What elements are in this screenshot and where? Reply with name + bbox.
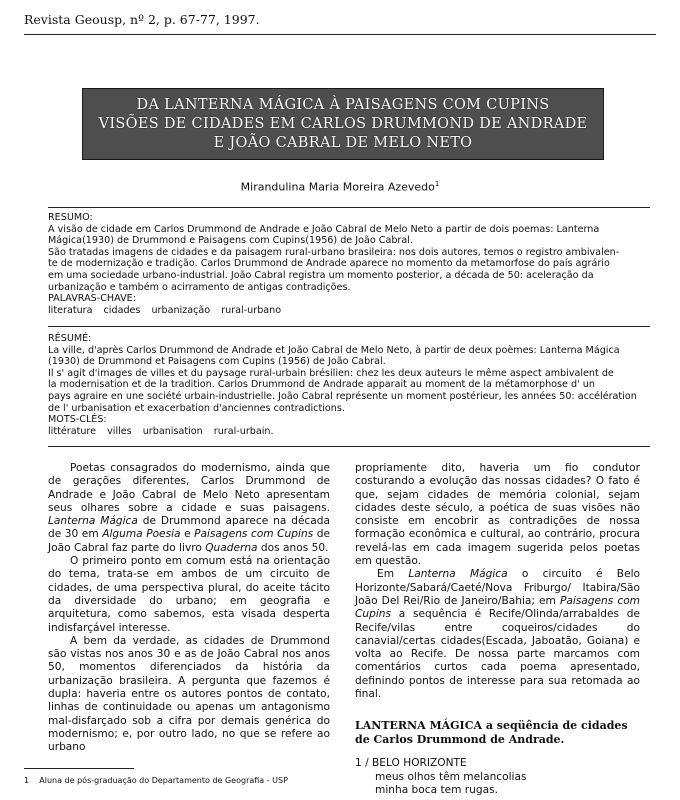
body-right-column (355, 462, 640, 797)
footnote (24, 776, 288, 785)
title-banner (82, 88, 604, 160)
resume-line: pays agraire en une société urbain-industrielle. João Cabral représente un moment postérieur, les années 50: accélération (48, 390, 637, 402)
body-paragraph: Em Lanterna Mágica o circuito é Belo Horizonte/Sabará/Caeté/Nova Friburgo/ Itabira/São João Del Rei/Rio de Janeiro/Bahia; em Paisagens com Cupins a sequência é Recife/Olinda/arrabaldes de Recife/vilas entre coqueiros/cidades do canavial/certas cidades(Escada, Jaboatão, Goiana) e volta ao Recife. De nossa parte marcamos com comentários curtos cada poema apresentado, definindo pontos de interesse para sua retomada ao final. (355, 568, 641, 701)
author-name: Mirandulina Maria Moreira Azevedo (240, 180, 435, 194)
footnote-text: Aluna de pós-graduação do Departamento de Geografia - USP (39, 776, 288, 785)
footnote-rule (24, 768, 134, 769)
title-line-2: VISÕES DE CIDADES EM CARLOS DRUMMOND DE ANDRADE (98, 115, 588, 132)
footnote-number: 1 (24, 776, 30, 785)
abstract-middle-rule (48, 326, 650, 327)
header-rule (24, 34, 656, 35)
body-paragraph: O primeiro ponto em comum está na orientação do tema, trata-se em ambos de um circuito de cidades, de uma perspectiva plural, do aceite tácito da diversidade do urbano; em geografia e arquitetura, como sabemos, esta visada desperta indisfarçável interesse. (48, 555, 330, 634)
author-line (0, 180, 680, 194)
resume-heading: RÉSUMÉ: (48, 333, 92, 344)
resume-line: (1930) de Drummond et Paisagens com Cupins (1956) de João Cabral. (48, 356, 386, 368)
resumo-line: te de modernização e tradição. Carlos Drummond de Andrade aparece no momento da metamorfose do país agrário (48, 258, 610, 270)
title-line-1: DA LANTERNA MÁGICA À PAISAGENS COM CUPINS (136, 96, 550, 113)
resume-line: de l' urbanisation et exacerbation d'anciennes contradictions. (48, 402, 345, 414)
resumo-block (48, 212, 650, 316)
resumo-line: urbanização e também o acirramento de antigas contradições. (48, 281, 351, 293)
author-note-mark: 1 (434, 180, 440, 188)
resumo-heading: RESUMO: (48, 212, 93, 223)
body-paragraph: Poetas consagrados do modernismo, ainda que de gerações diferentes, Carlos Drummond de Andrade e João Cabral de Melo Neto apresentam seus olhares sobre a cidade e suas paisagens. Lanterna Mágica de Drummond aparece na década de 30 em Alguma Poesia e Paisagens com Cupins de João Cabral faz parte do livro Quaderna dos anos 50. (48, 462, 331, 554)
abstract-top-rule (48, 207, 650, 208)
resumo-line: em uma sociedade urbano-industrial. João Cabral registra um momento posterior, a década de 50: aceleração da (48, 269, 594, 281)
poem-line: meus olhos têm melancolias (375, 770, 527, 783)
body-left-column (48, 462, 330, 755)
keywords-heading: PALAVRAS-CHAVE: (48, 293, 136, 305)
resume-line: La ville, d'après Carlos Drummond de Andrade et João Cabral de Melo Neto, à partir de deux poèmes: Lanterna Mágica (48, 344, 620, 356)
journal-citation: Revista Geousp, nº 2, p. 67-77, 1997. (24, 12, 260, 27)
resume-block (48, 333, 650, 437)
mots-cles-list: littérature villes urbanisation rural-urbain. (48, 425, 274, 437)
section-heading: LANTERNA MÁGICA a seqüência de cidades de Carlos Drummond de Andrade. (355, 719, 628, 747)
resumo-line: São tratadas imagens de cidades e da paisagem rural-urbano brasileira: nos dois autores, temos o registro ambivalen- (48, 246, 620, 258)
body-paragraph: A bem da verdade, as cidades de Drummond são vistas nos anos 30 e as de João Cabral nos anos 50, momentos diferenciados da história da urbanização brasileira. A pergunta que fazemos é dupla: haveria entre os autores pontos de contato, linhas de continuidade ou apenas um antagonismo mal-disfarçado sob a cifra por demais genérica do modernismo; e, por outro lado, no que se refere ao urbano (48, 634, 330, 754)
resumo-line: Mágica(1930) de Drummond e Paisagens com Cupins(1956) de João Cabral. (48, 235, 413, 247)
resume-line: la modernisation et de la tradition. Carlos Drummond de Andrade apparait au moment de la métamorphose d' un (48, 379, 595, 391)
body-paragraph: propriamente dito, haveria um fio condutor costurando a evolução das nossas cidades? O fato é que, sejam cidades de memória colonial, sejam cidades deste século, a poética de suas visões não consiste em encobrir as contradições de nossa formação econômica e cultural, ao contrário, procura revelá-las em cada imagem sugerida pelos poetas em questão. (355, 462, 640, 568)
keywords-list: literatura cidades urbanização rural-urbano (48, 304, 282, 316)
mots-cles-heading: MOTS-CLÉS: (48, 414, 107, 426)
poem-line: minha boca tem rugas. (375, 783, 498, 796)
resumo-line: A visão de cidade em Carlos Drummond de Andrade e João Cabral de Melo Neto a partir de dois poemas: Lanterna (48, 223, 600, 235)
title-line-3: E JOÃO CABRAL DE MELO NETO (213, 134, 473, 151)
resume-line: Il s' agit d'images de villes et du paysage rural-urbain brésilien: chez les deux auteurs le même aspect ambivalent de (48, 367, 614, 379)
abstract-bottom-rule (48, 446, 650, 447)
poem-heading: 1 / BELO HORIZONTE (355, 757, 467, 770)
